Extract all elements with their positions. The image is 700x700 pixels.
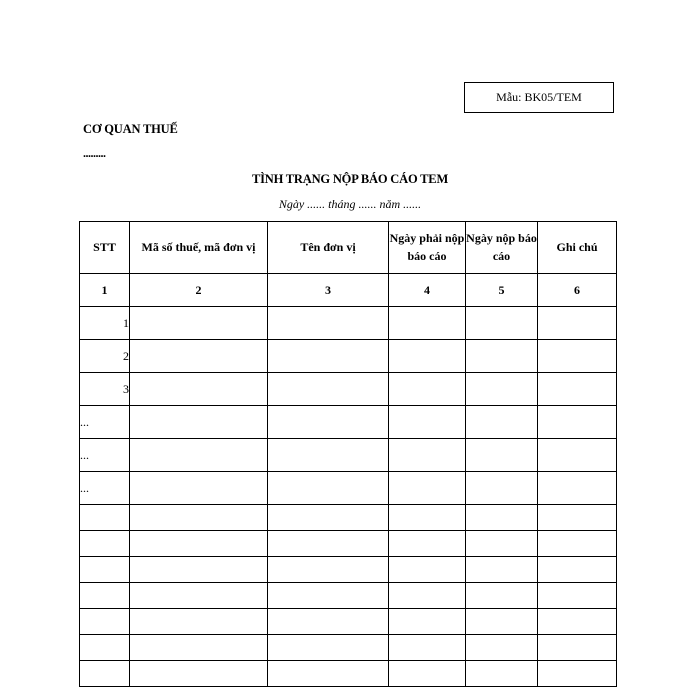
table-cell: [538, 340, 617, 373]
row-stt: [80, 583, 130, 609]
row-stt: [80, 609, 130, 635]
table-row: [80, 406, 617, 439]
table-cell: [268, 661, 389, 687]
table-cell: [268, 505, 389, 531]
table-cell: [130, 661, 268, 687]
column-number: 1: [80, 274, 130, 307]
agency-label: CƠ QUAN THUẾ: [83, 122, 178, 136]
row-stt: ...: [80, 472, 130, 505]
table-cell: [130, 472, 268, 505]
table-cell: [389, 439, 466, 472]
table-cell: [466, 472, 538, 505]
table-row: [80, 439, 617, 472]
header-note: Ghi chú: [538, 222, 617, 274]
table-cell: [538, 373, 617, 406]
table-cell: [466, 373, 538, 406]
table-row: [80, 340, 617, 373]
table-cell: [268, 307, 389, 340]
table-cell: [268, 373, 389, 406]
report-table: [79, 221, 617, 687]
table-row: [80, 583, 617, 609]
table-cell: [389, 531, 466, 557]
table-cell: [268, 340, 389, 373]
table-cell: [538, 635, 617, 661]
document-title: TÌNH TRẠNG NỘP BÁO CÁO TEM: [251, 172, 449, 186]
table-cell: [268, 439, 389, 472]
row-stt: ...: [80, 439, 130, 472]
table-cell: [268, 635, 389, 661]
form-code-box: [464, 82, 614, 113]
table-cell: [389, 340, 466, 373]
table-cell: [466, 340, 538, 373]
table-cell: [268, 609, 389, 635]
table-cell: [268, 583, 389, 609]
table-cell: [466, 307, 538, 340]
table-row: [80, 661, 617, 687]
table-cell: [538, 661, 617, 687]
table-cell: [389, 373, 466, 406]
column-number-row: [80, 274, 617, 307]
table-cell: [466, 406, 538, 439]
table-cell: [389, 661, 466, 687]
table-cell: [538, 439, 617, 472]
table-cell: [538, 472, 617, 505]
table-cell: [538, 307, 617, 340]
table-cell: [268, 472, 389, 505]
row-stt: [80, 635, 130, 661]
column-number: 2: [130, 274, 268, 307]
table-header-row: [80, 222, 617, 274]
table-cell: [130, 505, 268, 531]
row-stt: [80, 531, 130, 557]
table-cell: [389, 505, 466, 531]
header-submit-date: Ngày nộp báo cáo: [466, 222, 538, 274]
table-cell: [538, 406, 617, 439]
row-stt: 2: [80, 340, 130, 373]
table-cell: [389, 307, 466, 340]
table-cell: [389, 635, 466, 661]
date-line: Ngày ...... tháng ...... năm ......: [278, 197, 422, 211]
row-stt: [80, 505, 130, 531]
table-cell: [130, 373, 268, 406]
table-cell: [538, 531, 617, 557]
table-cell: [130, 307, 268, 340]
table-cell: [538, 557, 617, 583]
table-row: [80, 609, 617, 635]
table-cell: [130, 609, 268, 635]
table-cell: [466, 635, 538, 661]
column-number: 4: [389, 274, 466, 307]
table-cell: [130, 439, 268, 472]
header-unit-name: Tên đơn vị: [268, 222, 389, 274]
column-number: 3: [268, 274, 389, 307]
header-due-date: Ngày phải nộp báo cáo: [389, 222, 466, 274]
table-cell: [130, 406, 268, 439]
table-row: [80, 373, 617, 406]
agency-name-placeholder: .........: [83, 146, 106, 160]
row-stt: 3: [80, 373, 130, 406]
row-stt: [80, 557, 130, 583]
table-cell: [268, 557, 389, 583]
table-cell: [466, 531, 538, 557]
table-cell: [268, 531, 389, 557]
row-stt: ...: [80, 406, 130, 439]
table-cell: [538, 583, 617, 609]
table-cell: [130, 531, 268, 557]
table-row: [80, 472, 617, 505]
table-cell: [130, 635, 268, 661]
table-cell: [466, 583, 538, 609]
table-cell: [466, 661, 538, 687]
table-cell: [389, 583, 466, 609]
table-cell: [389, 472, 466, 505]
table-row: [80, 307, 617, 340]
row-stt: 1: [80, 307, 130, 340]
table-cell: [130, 583, 268, 609]
column-number: 6: [538, 274, 617, 307]
table-cell: [538, 609, 617, 635]
table-row: [80, 557, 617, 583]
table-cell: [538, 505, 617, 531]
header-tax-code: Mã số thuế, mã đơn vị: [130, 222, 268, 274]
column-number: 5: [466, 274, 538, 307]
table-cell: [130, 557, 268, 583]
table-cell: [466, 505, 538, 531]
table-cell: [389, 609, 466, 635]
header-stt: STT: [80, 222, 130, 274]
table-cell: [389, 557, 466, 583]
table-cell: [466, 609, 538, 635]
table-row: [80, 505, 617, 531]
form-code-label: Mẫu: BK05/TEM: [496, 90, 582, 104]
table-cell: [466, 439, 538, 472]
table-cell: [466, 557, 538, 583]
row-stt: [80, 661, 130, 687]
table-cell: [130, 340, 268, 373]
table-cell: [268, 406, 389, 439]
table-cell: [389, 406, 466, 439]
table-row: [80, 531, 617, 557]
table-row: [80, 635, 617, 661]
